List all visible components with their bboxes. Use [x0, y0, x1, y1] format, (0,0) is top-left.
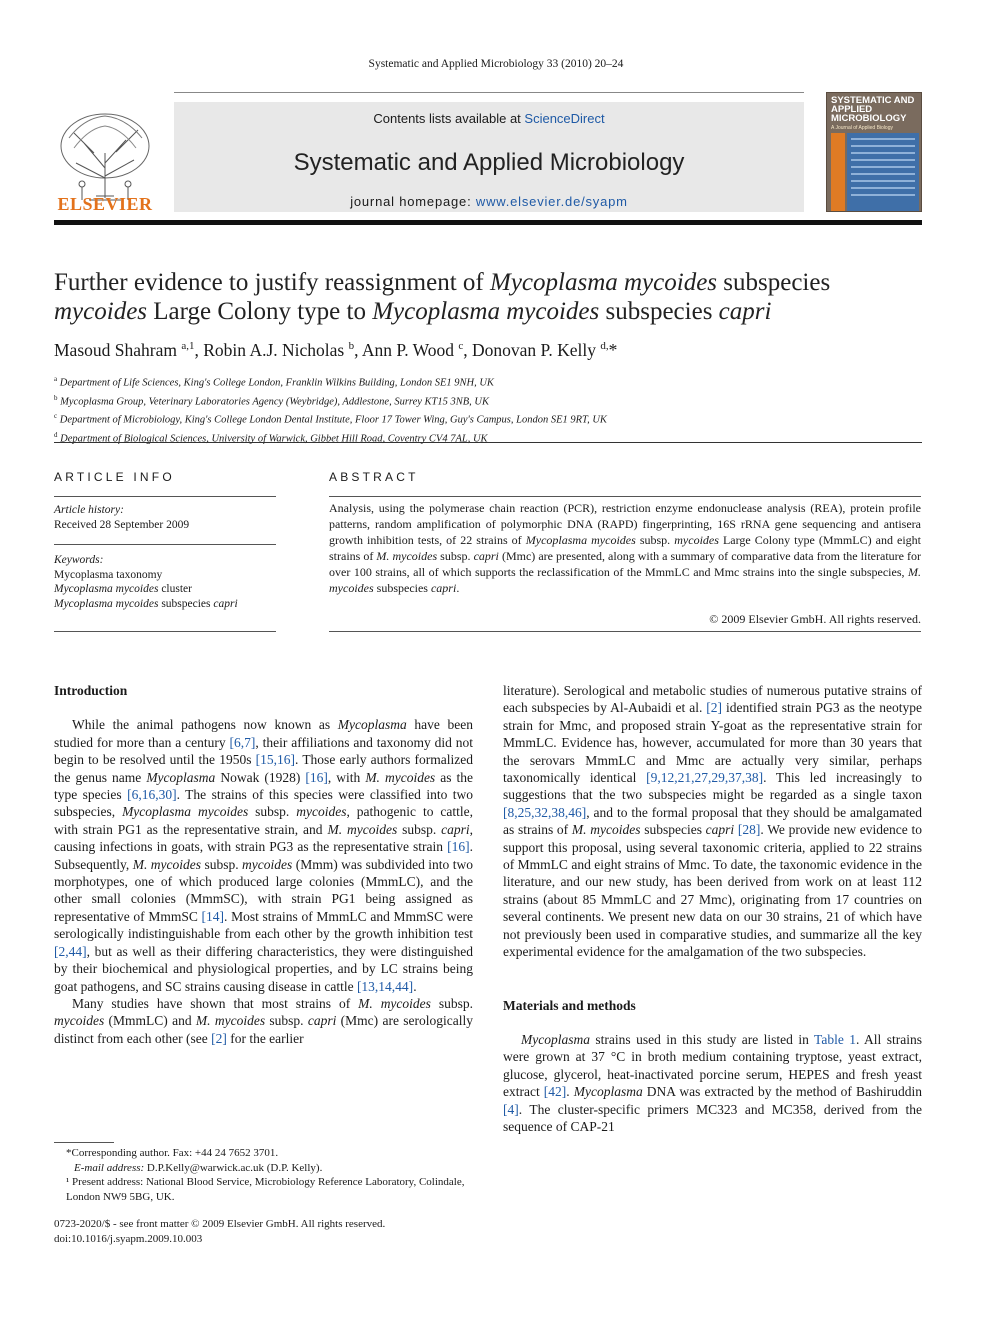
author-list: Masoud Shahram $^{a,1}$, Robin A.J. Nicholas $^b$, Ann P. Wood $^c$, Donovan P. Kelly $^{d,}$*: [54, 340, 618, 360]
info-rule-middle: [54, 544, 276, 545]
homepage-line: [174, 194, 804, 209]
footnotes: [54, 1146, 473, 1204]
article-history: [54, 503, 276, 532]
abstract-text: Analysis, using the polymerase chain reaction (PCR), restriction enzyme endonuclease analysis (REA), protein profile patterns, random amplification of polymorphic DNA (RAPD) fingerprinting, 16S rRNA gene sequencing and antisera growth inhibition tests, of 22 strains of Mycoplasma mycoides subsp. mycoides Large Colony type (MmmLC) and eight strains of M. mycoides subsp. capri (Mmc) are presented, along with a summary of comparative data from the literature for over 100 strains, all of which supports the reclassification of the MmmLC and Mmc strains into the single subspecies, M. mycoides subspecies capri.: [329, 501, 922, 595]
journal-cover-thumbnail: [826, 92, 922, 212]
keywords-label: Keywords:: [54, 554, 104, 566]
cover-subtitle: A Journal of Applied Biology: [831, 125, 893, 131]
intro-paragraph-2: Many studies have shown that most strains of M. mycoides subsp. mycoides (MmmLC) and M. mycoides subsp. capri (Mmc) are serologically distinct from each other (see [2] for the earlier: [54, 995, 473, 1046]
cover-blue-panel: [847, 133, 919, 211]
history-label: Article history:: [54, 504, 124, 516]
abstract-heading: ABSTRACT: [329, 470, 419, 484]
journal-banner: [174, 102, 804, 212]
email-note: E-mail address: D.P.Kelly@warwick.ac.uk (D.P. Kelly).: [74, 1161, 323, 1174]
keyword-item: Mycoplasma mycoides cluster: [54, 583, 192, 595]
keyword-item: Mycoplasma mycoides subspecies capri: [54, 597, 238, 610]
abstract-copyright: © 2009 Elsevier GmbH. All rights reserved.: [709, 612, 921, 626]
present-address-note: ¹ Present address: National Blood Service, Microbiology Reference Laboratory, Colindale, London NW9 5BG, UK.: [66, 1176, 465, 1203]
received-date: Received 28 September 2009: [54, 518, 190, 531]
intro-paragraph-3: literature). Serological and metabolic studies of numerous putative strains of each subspecies by Al-Aubaidi et al. [2] identified strain PG3 as the neotype strain for Mmc, and proposed strain Y-goat as the representative strain for MmmLC. Evidence has, however, accumulated for more than 30 years that the serovars MmmLC and Mmc are actually very similar, perhaps taxonomically identical [9,12,21,27,29,37,38]. This led increasingly to suggestions that the two subspecies might be regarded as a single taxon [8,25,32,38,46], and to the formal proposal that they should be amalgamated as strains of M. mycoides subspecies capri [28]. We provide new evidence to support this proposal, using several taxonomic criteria, applied to 22 strains of MmmLC and eight strains of Mmc. To date, the taxonomic evidence in the literature, and our new study, has been derived from work on at least 112 strains (about 85 MmmLC and 27 Mmc), originating from 17 countries on several continents. We present new data on our 30 strains, 21 of which have not previously been used in comparative studies, and summarize all the key experimental evidence for the amalgamation of the two subspecies.: [503, 683, 922, 960]
doi-line[interactable]: doi:10.1016/j.syapm.2009.10.003: [54, 1232, 203, 1245]
cover-title: SYSTEMATIC AND APPLIED MICROBIOLOGY: [831, 95, 915, 124]
keyword-item: Mycoplasma taxonomy: [54, 568, 163, 581]
abstract-rule-bottom: [329, 631, 921, 632]
intro-paragraph-1: While the animal pathogens now known as Mycoplasma have been studied for more than a century [6,7], their affiliations and taxonomy did not begin to be resolved until the 1950s [15,16]. Those early authors formalized the genus name Mycoplasma Nowak (1928) [16], with M. mycoides as the type species [6,16,30]. The strains of this species were classified into two subspecies, Mycoplasma mycoides subsp. mycoides, pathogenic to cattle, with strain PG1 as the representative strain, and M. mycoides subsp. capri, causing infections in goats, with strain PG3 as the representative strain [16]. Subsequently, M. mycoides subsp. mycoides (Mmm) was subdivided into two morphotypes, one of which produced large colonies (MmmLC), and the other small colonies (MmmSC), with strain PG1 being assigned as representative of MmmSC [14]. Most strains of MmmLC and MmmSC were serologically indistinguishable from each other by the growth inhibition test [2,44], but as well as their differing characteristics, they were distinguished by their biochemical and physiological properties, and by LC strains being goat pathogens, and SC strains causing disease in cattle [13,14,44].: [54, 717, 474, 994]
journal-name: Systematic and Applied Microbiology: [293, 149, 685, 176]
abstract-rule-top: [329, 496, 921, 497]
journal-masthead: [54, 92, 922, 226]
masthead-bottom-rule: [54, 220, 922, 225]
affiliation-a: $^a$ Department of Life Sciences, King's College London, Franklin Wilkins Building, London SE1 9NH, UK: [54, 375, 494, 389]
contents-prefix: Contents lists available at: [373, 111, 525, 126]
affiliation-b: $^b$ Mycoplasma Group, Veterinary Laboratories Agency (Weybridge), Addlestone, Surrey KT15 3NB, UK: [54, 393, 490, 407]
affiliations: [54, 372, 922, 446]
info-rule-top: [54, 496, 276, 497]
cover-orange-strip: [831, 133, 845, 211]
issn-line: 0723-2020/$ - see front matter © 2009 Elsevier GmbH. All rights reserved.: [54, 1218, 386, 1230]
article-info-heading: ARTICLE INFO: [54, 470, 175, 484]
issn-doi-block: [54, 1217, 473, 1246]
introduction-heading: Introduction: [54, 683, 128, 698]
publisher-name: ELSEVIER: [57, 194, 153, 214]
info-rule-bottom: [54, 631, 276, 632]
corresponding-author-note: *Corresponding author. Fax: +44 24 7652 3701.: [66, 1147, 279, 1159]
body-left-column: [54, 682, 473, 1047]
running-head: Systematic and Applied Microbiology 33 (2010) 20–24: [368, 58, 624, 70]
body-right-column: [503, 682, 922, 1135]
methods-paragraph-1: Mycoplasma strains used in this study are listed in Table 1. All strains were grown at 37 °C in broth medium containing tryptose, yeast extract, glucose, glycerol, heat-inactivated porcine serum, HEPES and fresh yeast extract [42]. Mycoplasma DNA was extracted by the method of Bashiruddin [4]. The cluster-specific primers MC323 and MC358, derived from the sequence of CAP-21: [503, 1031, 922, 1134]
contents-line: [174, 111, 804, 126]
keywords-block: [54, 553, 276, 611]
homepage-prefix: journal homepage:: [350, 194, 476, 209]
methods-heading: Materials and methods: [503, 997, 636, 1013]
affiliation-d: $^d$ Department of Biological Sciences, University of Warwick, Gibbet Hill Road, Coventry CV4 7AL, UK: [54, 430, 488, 444]
journal-homepage-link[interactable]: www.elsevier.de/syapm: [475, 194, 628, 209]
footnote-rule: [54, 1142, 114, 1143]
affiliation-c: $^c$ Department of Microbiology, King's College London Dental Institute, Floor 17 Tower Wing, Guy's Campus, London SE1 9RT, UK: [54, 412, 607, 426]
article-title: Further evidence to justify reassignment of Mycoplasma mycoides subspecies mycoides Large Colony type to Mycoplasma mycoides subspecies capri: [54, 269, 831, 325]
sciencedirect-link[interactable]: ScienceDirect: [524, 111, 605, 126]
masthead-top-rule: [174, 92, 804, 93]
header-divider: [54, 442, 922, 443]
